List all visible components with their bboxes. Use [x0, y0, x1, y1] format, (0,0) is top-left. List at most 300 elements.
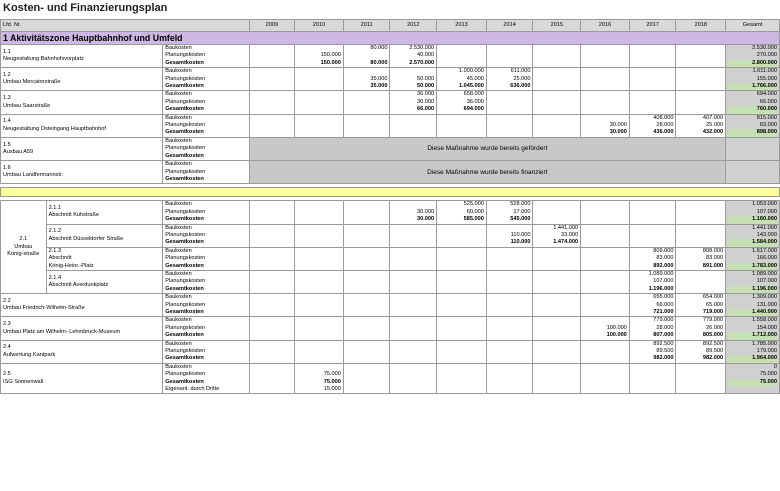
table-row: [1, 201, 780, 224]
label-planungskosten: Planungskosten: [165, 231, 206, 238]
cost-type-labels: [163, 247, 249, 270]
value-gesamtkosten: [678, 106, 723, 113]
label-baukosten: Baukosten: [165, 91, 192, 98]
table-row: [1, 270, 780, 293]
total-baukosten: 1.785.000: [752, 340, 777, 347]
value-gesamtkosten: [632, 60, 674, 67]
table-row: [1, 317, 780, 340]
value-baukosten: [392, 248, 434, 255]
value-baukosten: [392, 341, 434, 348]
value-gesamtkosten: [346, 379, 388, 386]
value-baukosten: [632, 201, 674, 208]
label-planungskosten: Planungskosten: [165, 75, 206, 82]
value-gesamtkosten: [583, 379, 627, 386]
value-baukosten: [489, 294, 531, 301]
value-planungskosten: 83.000: [706, 255, 724, 262]
year-values: [676, 114, 726, 137]
year-values: [437, 45, 487, 68]
value-baukosten: [535, 317, 578, 324]
value-planungskosten: [297, 122, 341, 129]
value-gesamtkosten: 110.000: [510, 239, 531, 246]
label-baukosten: Baukosten: [165, 114, 192, 121]
value-baukosten: [535, 201, 578, 208]
value-gesamtkosten: [583, 263, 627, 270]
total-baukosten: 1.441.000: [752, 224, 777, 231]
value-baukosten: [297, 201, 341, 208]
value-baukosten: [439, 294, 484, 301]
label-planungskosten: Planungskosten: [165, 168, 206, 175]
section-band-cell: [1, 188, 780, 197]
value-gesamtkosten: [392, 332, 434, 339]
year-values: [486, 68, 533, 91]
total-planungskosten: [728, 145, 777, 152]
value-gesamtkosten: 1.474.000: [553, 239, 579, 246]
year-values: [295, 363, 344, 394]
year-values: [437, 114, 487, 137]
measure-title: Abschnitt Averdunkplatz: [48, 282, 109, 289]
value-gesamtkosten: 585.000: [463, 216, 484, 223]
year-values: [249, 68, 295, 91]
value-baukosten: 36.000: [417, 91, 435, 98]
value-gesamtkosten: [535, 309, 578, 316]
value-planungskosten: [252, 278, 293, 285]
value-planungskosten: [632, 76, 674, 83]
total-gesamtkosten: 2.800.000: [728, 60, 777, 67]
year-values: [581, 247, 630, 270]
value-gesamtkosten: [535, 129, 578, 136]
year-values: [437, 224, 487, 247]
measure-name: [1, 45, 163, 68]
year-values: [343, 201, 390, 224]
value-planungskosten: [252, 255, 293, 262]
value-planungskosten: [392, 348, 434, 355]
value-baukosten: [535, 364, 578, 371]
year-values: [486, 317, 533, 340]
value-gesamtkosten: [346, 216, 388, 223]
value-gesamtkosten: 30.000: [417, 216, 435, 223]
year-values: [533, 91, 581, 114]
value-gesamtkosten: [439, 379, 484, 386]
value-planungskosten: [583, 302, 627, 309]
group-2-1-label: [1, 201, 47, 294]
value-gesamtkosten: [439, 355, 484, 362]
value-baukosten: [252, 294, 293, 301]
value-baukosten: 80.000: [370, 45, 388, 51]
value-gesamtkosten: [252, 106, 293, 113]
value-baukosten: 892.500: [702, 340, 724, 347]
value-planungskosten: [252, 99, 293, 106]
label-gesamtkosten: Gesamtkosten: [165, 332, 204, 339]
value-gesamtkosten: [297, 309, 341, 316]
value-planungskosten: [252, 76, 293, 83]
total-planungskosten: 179.000: [756, 348, 777, 355]
value-planungskosten: [489, 371, 531, 378]
value-baukosten: [535, 91, 578, 98]
value-baukosten: [439, 248, 484, 255]
year-values: [295, 45, 344, 68]
value-gesamtkosten: [535, 106, 578, 113]
value-baukosten: 655.000: [653, 294, 674, 301]
value-planungskosten: 89.500: [656, 348, 674, 355]
value-planungskosten: 60.000: [466, 208, 484, 215]
year-values: [533, 294, 581, 317]
table-row: [1, 363, 780, 394]
value-planungskosten: [535, 209, 578, 216]
label-baukosten: Baukosten: [165, 340, 192, 347]
total-baukosten: [728, 138, 777, 145]
year-values: [581, 294, 630, 317]
value-planungskosten: 25.000: [706, 122, 724, 129]
value-baukosten: [392, 271, 434, 278]
value-gesamtkosten: [252, 379, 293, 386]
value-planungskosten: [678, 371, 723, 378]
label-baukosten: Baukosten: [165, 68, 192, 75]
value-eigenanteil: [439, 386, 484, 393]
value-baukosten: [678, 364, 723, 371]
value-gesamtkosten: 545.000: [510, 216, 531, 223]
value-planungskosten: [632, 371, 674, 378]
value-baukosten: [252, 45, 293, 52]
value-planungskosten: [439, 278, 484, 285]
value-planungskosten: 107.000: [653, 278, 674, 285]
value-baukosten: [297, 271, 341, 278]
value-gesamtkosten: [297, 83, 341, 90]
value-baukosten: [489, 364, 531, 371]
measure-number: 2.4: [3, 344, 11, 351]
value-baukosten: [392, 68, 434, 75]
year-values: [629, 68, 676, 91]
label-baukosten: Baukosten: [165, 45, 192, 51]
measure-title: Umbau Landfermannstr.: [3, 172, 64, 179]
value-planungskosten: [252, 122, 293, 129]
year-values: [390, 45, 437, 68]
value-gesamtkosten: [583, 106, 627, 113]
value-baukosten: [535, 248, 578, 255]
year-values: [486, 270, 533, 293]
label-gesamtkosten: Gesamtkosten: [165, 129, 204, 136]
measure-name: [46, 224, 163, 247]
value-gesamtkosten: [489, 129, 531, 136]
year-values: [486, 114, 533, 137]
table-row: [1, 247, 780, 270]
value-gesamtkosten: [439, 239, 484, 246]
value-baukosten: [535, 45, 578, 52]
value-gesamtkosten: [439, 332, 484, 339]
value-gesamtkosten: [535, 355, 578, 362]
value-gesamtkosten: [678, 216, 723, 223]
value-baukosten: 1.441.000: [553, 224, 579, 231]
value-gesamtkosten: [252, 309, 293, 316]
value-gesamtkosten: [678, 379, 723, 386]
value-gesamtkosten: [392, 309, 434, 316]
value-baukosten: [583, 341, 627, 348]
header-year-2013: 2013: [437, 20, 487, 32]
value-planungskosten: [297, 232, 341, 239]
value-baukosten: 779.000: [702, 317, 724, 324]
year-values: [390, 224, 437, 247]
year-values: [437, 91, 487, 114]
section-row: [1, 32, 780, 45]
value-gesamtkosten: [392, 379, 434, 386]
value-gesamtkosten: [583, 309, 627, 316]
value-gesamtkosten: 982.000: [702, 355, 724, 362]
total-values: [726, 114, 780, 137]
value-eigenanteil: 15.000: [323, 386, 341, 393]
value-baukosten: [583, 271, 627, 278]
measure-name: [1, 114, 163, 137]
status-message: Diese Maßnahme wurde bereits finanziert: [249, 161, 726, 184]
label-planungskosten: Planungskosten: [165, 98, 206, 105]
total-planungskosten: 83.000: [759, 122, 777, 129]
value-gesamtkosten: [535, 379, 578, 386]
table-row: [1, 224, 780, 247]
label-baukosten: Baukosten: [165, 317, 192, 324]
value-baukosten: [489, 45, 531, 52]
value-baukosten: [297, 68, 341, 75]
value-planungskosten: 75.000: [323, 371, 341, 378]
value-planungskosten: [489, 325, 531, 332]
measure-title: Ausbau A59: [3, 148, 34, 155]
label-baukosten: Baukosten: [165, 137, 192, 144]
value-gesamtkosten: [489, 263, 531, 270]
value-gesamtkosten: [439, 309, 484, 316]
value-planungskosten: [297, 99, 341, 106]
value-planungskosten: [297, 255, 341, 262]
measure-number: 2.1.4: [48, 274, 62, 281]
total-baukosten: [728, 161, 777, 168]
total-gesamtkosten: 1.766.000: [728, 83, 777, 90]
value-baukosten: [535, 341, 578, 348]
total-values: [726, 340, 780, 363]
value-planungskosten: [583, 371, 627, 378]
total-values: [726, 224, 780, 247]
value-baukosten: [489, 341, 531, 348]
value-gesamtkosten: [392, 263, 434, 270]
value-planungskosten: 35.000: [370, 75, 388, 82]
measure-title: Neugestaltung Bahnhofsvorplatz: [3, 56, 84, 63]
value-baukosten: [632, 364, 674, 371]
value-planungskosten: [346, 348, 388, 355]
value-baukosten: [392, 201, 434, 208]
total-baukosten: 1.611.000: [752, 68, 777, 75]
year-values: [629, 91, 676, 114]
year-values: [486, 201, 533, 224]
value-planungskosten: [583, 52, 627, 59]
value-gesamtkosten: 35.000: [370, 83, 388, 90]
value-baukosten: 408.000: [653, 114, 674, 121]
value-planungskosten: [678, 52, 723, 59]
value-planungskosten: [583, 232, 627, 239]
value-planungskosten: [252, 371, 293, 378]
measure-name: [1, 137, 163, 160]
value-baukosten: [252, 317, 293, 324]
value-baukosten: [346, 271, 388, 278]
value-planungskosten: [583, 255, 627, 262]
total-planungskosten: 107.000: [756, 278, 777, 285]
value-eigenanteil: [489, 386, 531, 393]
header-year-2018: 2018: [676, 20, 726, 32]
value-baukosten: [489, 91, 531, 98]
value-planungskosten: 40.000: [417, 52, 435, 59]
label-gesamtkosten: Gesamtkosten: [165, 355, 204, 362]
measure-number: 2.1.1: [48, 205, 62, 212]
label-baukosten: Baukosten: [165, 224, 192, 231]
value-planungskosten: [535, 99, 578, 106]
value-planungskosten: [535, 371, 578, 378]
value-planungskosten: 33.000: [561, 231, 579, 238]
table-row: [1, 294, 780, 317]
total-baukosten: 1.053.000: [752, 201, 777, 208]
value-baukosten: 1.089.000: [648, 270, 674, 277]
year-values: [486, 224, 533, 247]
value-planungskosten: [252, 348, 293, 355]
value-planungskosten: [535, 122, 578, 129]
total-values: [726, 201, 780, 224]
year-values: [249, 363, 295, 394]
total-values: [726, 68, 780, 91]
value-baukosten: 2.530.000: [409, 45, 435, 51]
value-gesamtkosten: 75.000: [323, 378, 341, 385]
label-gesamtkosten: Gesamtkosten: [165, 239, 204, 246]
total-values: [726, 294, 780, 317]
value-planungskosten: [346, 99, 388, 106]
cost-type-labels: [163, 340, 249, 363]
value-gesamtkosten: 891.000: [702, 262, 724, 269]
year-values: [390, 340, 437, 363]
year-values: [533, 45, 581, 68]
value-gesamtkosten: [439, 60, 484, 67]
table-row: [1, 45, 780, 68]
value-baukosten: [392, 364, 434, 371]
measure-name: [46, 270, 163, 293]
value-planungskosten: [439, 371, 484, 378]
year-values: [295, 224, 344, 247]
value-baukosten: [252, 248, 293, 255]
year-values: [486, 363, 533, 394]
year-values: [249, 224, 295, 247]
value-baukosten: [439, 364, 484, 371]
measure-title: Umbau Saarstraße: [3, 102, 51, 109]
value-baukosten: [392, 115, 434, 122]
value-baukosten: [346, 201, 388, 208]
value-baukosten: [678, 225, 723, 232]
year-values: [343, 68, 390, 91]
value-baukosten: [252, 115, 293, 122]
value-planungskosten: [678, 278, 723, 285]
label-baukosten: Baukosten: [165, 201, 192, 208]
value-gesamtkosten: [535, 216, 578, 223]
year-values: [295, 294, 344, 317]
year-values: [533, 68, 581, 91]
value-baukosten: [583, 364, 627, 371]
header-year-2010: 2010: [295, 20, 344, 32]
value-baukosten: [678, 68, 723, 75]
value-gesamtkosten: 100.000: [606, 332, 627, 339]
value-planungskosten: 36.000: [466, 98, 484, 105]
year-values: [249, 91, 295, 114]
year-values: [581, 91, 630, 114]
value-gesamtkosten: 694.000: [463, 106, 484, 113]
label-baukosten: Baukosten: [165, 161, 192, 168]
year-values: [390, 68, 437, 91]
year-values: [533, 201, 581, 224]
label-planungskosten: Planungskosten: [165, 324, 206, 331]
value-planungskosten: [392, 232, 434, 239]
total-values: [726, 137, 780, 160]
value-gesamtkosten: [489, 60, 531, 67]
total-gesamtkosten: 1.783.000: [728, 263, 777, 270]
section-band: [1, 188, 780, 197]
value-baukosten: [346, 317, 388, 324]
year-values: [486, 294, 533, 317]
value-baukosten: [583, 317, 627, 324]
value-planungskosten: [489, 122, 531, 129]
total-baukosten: 1.617.000: [752, 247, 777, 254]
label-gesamtkosten: Gesamtkosten: [165, 378, 204, 385]
year-values: [295, 201, 344, 224]
year-values: [437, 363, 487, 394]
year-values: [581, 201, 630, 224]
value-planungskosten: [346, 302, 388, 309]
year-values: [343, 91, 390, 114]
label-planungskosten: Planungskosten: [165, 348, 206, 355]
measure-name: [1, 317, 163, 340]
year-values: [249, 114, 295, 137]
value-planungskosten: [678, 76, 723, 83]
value-planungskosten: [535, 278, 578, 285]
year-values: [629, 340, 676, 363]
value-baukosten: 658.000: [463, 91, 484, 98]
value-baukosten: 892.500: [653, 340, 674, 347]
value-gesamtkosten: 636.000: [510, 83, 531, 90]
total-gesamtkosten: [728, 176, 777, 183]
value-gesamtkosten: [632, 379, 674, 386]
value-baukosten: [632, 68, 674, 75]
label-gesamtkosten: Gesamtkosten: [165, 285, 204, 292]
measure-name: [46, 247, 163, 270]
value-gesamtkosten: [392, 129, 434, 136]
measure-title: Umbau Friedrich-Wilhelm-Straße: [3, 305, 85, 312]
value-gesamtkosten: [439, 263, 484, 270]
value-gesamtkosten: [535, 83, 578, 90]
value-baukosten: 528.000: [510, 201, 531, 208]
year-values: [629, 294, 676, 317]
value-planungskosten: [535, 348, 578, 355]
value-gesamtkosten: [583, 239, 627, 246]
value-baukosten: [439, 115, 484, 122]
total-planungskosten: [728, 169, 777, 176]
value-gesamtkosten: [252, 286, 293, 293]
total-gesamtkosten: 1.964.000: [728, 355, 777, 362]
year-values: [676, 91, 726, 114]
value-baukosten: [346, 248, 388, 255]
measure-number: 1.1: [3, 48, 11, 55]
value-gesamtkosten: 150.000: [320, 59, 341, 66]
year-values: [390, 247, 437, 270]
year-values: [533, 247, 581, 270]
year-values: [437, 270, 487, 293]
value-planungskosten: [346, 371, 388, 378]
value-gesamtkosten: [583, 83, 627, 90]
value-planungskosten: [489, 255, 531, 262]
value-baukosten: 654.000: [702, 294, 724, 301]
measure-title: Aufwertung Kantpark: [3, 351, 56, 358]
value-gesamtkosten: [297, 106, 341, 113]
value-planungskosten: [297, 302, 341, 309]
year-values: [390, 363, 437, 394]
year-values: [629, 317, 676, 340]
measure-number: 1.4: [3, 118, 11, 125]
